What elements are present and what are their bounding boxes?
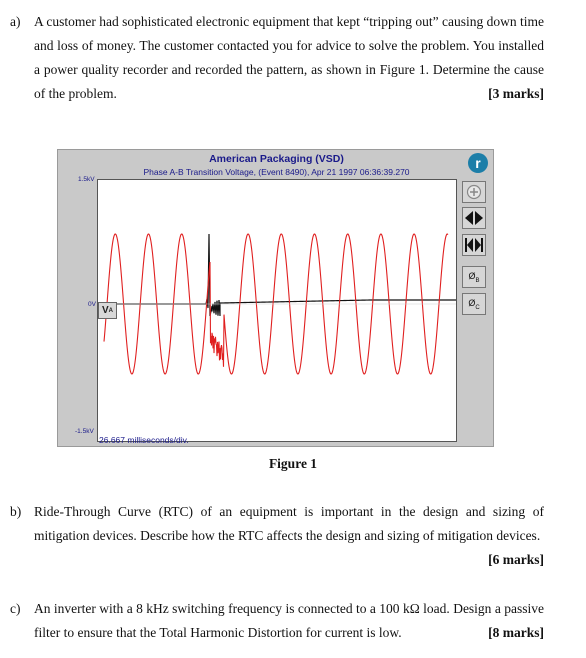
question-c-text: An inverter with a 8 kHz switching frequency is connected to a 100 kΩ load. Design a passive filter to ensure that the Total Harmonic Distortion for current is low. <box>34 601 544 640</box>
figure-subtitle: Phase A-B Transition Voltage, (Event 8490), Apr 21 1997 06:36:39.270 <box>143 167 410 177</box>
question-a <box>10 10 544 106</box>
figure-title: American Packaging (VSD) <box>209 153 344 165</box>
phase-b-label: $Ø_B$ <box>468 270 480 284</box>
arrows-left-right-icon <box>464 210 484 226</box>
skip-start-end-icon <box>464 237 484 253</box>
question-b-label: b) <box>10 504 22 519</box>
question-b-marks: [6 marks] <box>488 552 544 567</box>
step-left-right-button[interactable] <box>462 207 486 229</box>
figure-caption: Figure 1 <box>268 456 318 471</box>
question-c-marks: [8 marks] <box>488 625 544 640</box>
question-a-label: a) <box>10 14 21 29</box>
phase-b-button[interactable] <box>462 266 486 288</box>
question-c <box>10 597 544 645</box>
phase-c-label: $Ø_C$ <box>468 297 480 311</box>
logo-icon: r <box>468 153 488 173</box>
question-c-label: c) <box>10 601 21 616</box>
channel-va-badge[interactable]: V A <box>98 302 117 319</box>
time-per-division: 26.667 milliseconds/div. <box>99 435 189 445</box>
zoom-button[interactable] <box>462 181 486 203</box>
phase-c-button[interactable] <box>462 293 486 315</box>
zoom-icon <box>465 183 483 201</box>
jump-start-end-button[interactable] <box>462 234 486 256</box>
waveform-svg <box>98 180 456 441</box>
waveform-plot <box>97 179 457 442</box>
y-label-top: 1.5kV <box>78 176 95 183</box>
question-b-text: Ride-Through Curve (RTC) of an equipment is important in the design and sizing of mitigation devices. Describe how the RTC affects the design and sizing of mitigation devices. <box>34 504 544 543</box>
question-a-marks: [3 marks] <box>488 86 544 101</box>
y-label-mid: 0V <box>88 301 96 308</box>
y-label-bottom: -1.5kV <box>75 428 94 435</box>
power-quality-recorder-figure <box>57 149 494 447</box>
question-a-text: A customer had sophisticated electronic equipment that kept “tripping out” causing down time and loss of money. The customer contacted you for advice to solve the problem. You installed a power quality recorder and recorded the pattern, as shown in Figure 1. Determine the cause of the problem. <box>34 14 544 101</box>
question-b <box>10 500 544 572</box>
